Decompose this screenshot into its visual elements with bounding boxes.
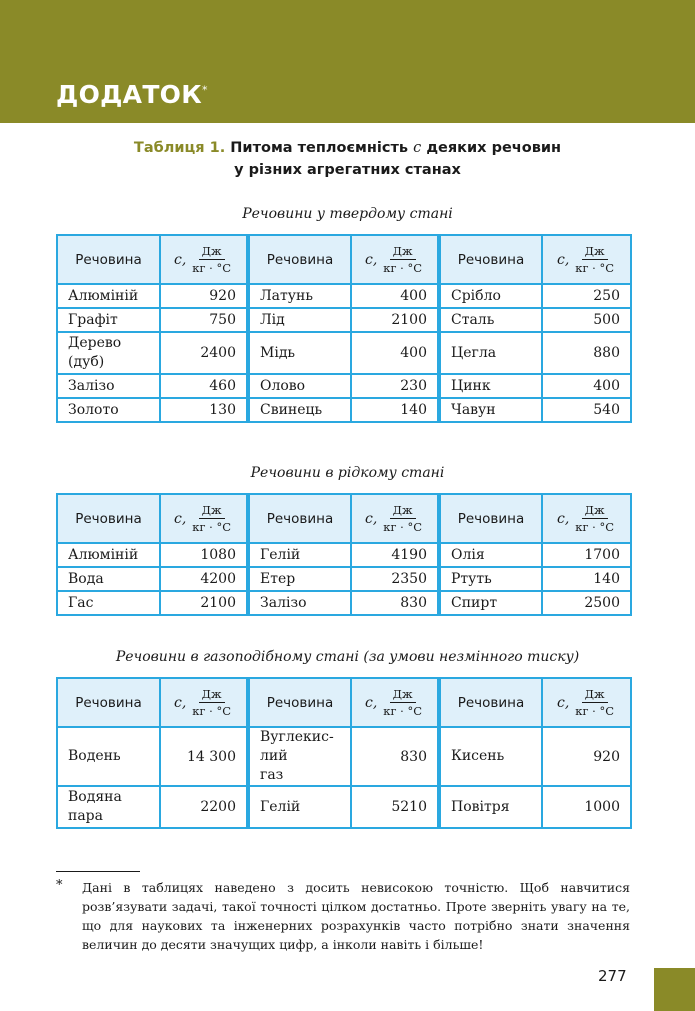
substance-name: Олово xyxy=(248,374,351,398)
column-header-unit xyxy=(351,494,439,543)
specific-heat-value: 400 xyxy=(351,332,439,374)
column-header-substance: Речовина xyxy=(439,678,542,727)
unit-denominator: кг · °С xyxy=(383,261,423,275)
specific-heat-symbol: c, xyxy=(556,251,570,268)
unit-denominator: кг · °С xyxy=(383,520,423,534)
specific-heat-value: 2200 xyxy=(160,786,248,828)
specific-heat-value: 750 xyxy=(160,308,248,332)
substance-name: Цегла xyxy=(439,332,542,374)
specific-heat-value: 920 xyxy=(160,284,248,308)
specific-heat-value: 920 xyxy=(542,727,631,786)
table-row xyxy=(57,591,631,615)
unit-fraction xyxy=(190,503,233,534)
unit-denominator: кг · °С xyxy=(192,704,232,718)
specific-heat-value: 1000 xyxy=(542,786,631,828)
substance-name: Залізо xyxy=(57,374,160,398)
column-header-substance: Речовина xyxy=(439,494,542,543)
specific-heat-value: 540 xyxy=(542,398,631,422)
specific-heat-value: 400 xyxy=(351,284,439,308)
specific-heat-symbol: c, xyxy=(364,251,378,268)
caption-label: Таблиця 1. xyxy=(133,140,226,156)
specific-heat-value: 2100 xyxy=(160,591,248,615)
specific-heat-value: 2100 xyxy=(351,308,439,332)
substance-name: Кисень xyxy=(439,727,542,786)
table-row xyxy=(57,284,631,308)
unit-denominator: кг · °С xyxy=(575,520,615,534)
column-header-unit xyxy=(160,235,248,284)
unit-fraction xyxy=(190,687,233,718)
specific-heat-value: 2350 xyxy=(351,567,439,591)
unit-fraction xyxy=(573,503,616,534)
specific-heat-value: 1080 xyxy=(160,543,248,567)
specific-heat-value: 880 xyxy=(542,332,631,374)
column-header-unit xyxy=(542,235,631,284)
substance-name: Свинець xyxy=(248,398,351,422)
unit-fraction xyxy=(573,244,616,275)
column-header-unit xyxy=(542,678,631,727)
section-title-liquid: Речовини в рідкому стані xyxy=(250,465,445,481)
table-caption: Таблиця 1. Питома теплоємність c деяких речовин у різних агрегатних станах xyxy=(133,140,562,178)
unit-numerator: Дж xyxy=(582,503,608,519)
specific-heat-value: 830 xyxy=(351,727,439,786)
footnote-rule xyxy=(56,871,140,872)
unit-numerator: Дж xyxy=(390,503,416,519)
substance-name: Олія xyxy=(439,543,542,567)
unit-denominator: кг · °С xyxy=(192,261,232,275)
specific-heat-value: 2400 xyxy=(160,332,248,374)
substance-name: Спирт xyxy=(439,591,542,615)
substance-name: Вода xyxy=(57,567,160,591)
substance-name: Графіт xyxy=(57,308,160,332)
column-header-unit xyxy=(351,235,439,284)
substance-name: Повітря xyxy=(439,786,542,828)
unit-fraction xyxy=(190,244,233,275)
unit-numerator: Дж xyxy=(390,244,416,260)
table-row xyxy=(57,543,631,567)
substance-name: Гас xyxy=(57,591,160,615)
table-liquid xyxy=(56,493,632,616)
unit-numerator: Дж xyxy=(199,244,225,260)
table-solid xyxy=(56,234,632,423)
specific-heat-value: 130 xyxy=(160,398,248,422)
page-corner-mark xyxy=(654,968,695,1011)
table-row xyxy=(57,398,631,422)
column-header-substance: Речовина xyxy=(57,494,160,543)
footnote-text: Дані в таблицях наведено з досить невисокою точністю. Щоб навчитися розв’язувати задачі, такої точності цілком достатньо. Проте зверніть увагу на те, що для наукових та інженерних розрахунків часто потрібно знати значення величин до десяти значущих цифр, а інколи навіть і більше! xyxy=(82,880,630,952)
table-row xyxy=(57,332,631,374)
table-gas xyxy=(56,677,632,829)
substance-name: Цинк xyxy=(439,374,542,398)
footnote-mark: * xyxy=(56,878,63,893)
column-header-substance: Речовина xyxy=(57,678,160,727)
unit-fraction xyxy=(381,503,424,534)
specific-heat-symbol: c, xyxy=(173,251,187,268)
specific-heat-value: 460 xyxy=(160,374,248,398)
table-header-row xyxy=(57,494,631,543)
column-header-unit xyxy=(160,678,248,727)
specific-heat-symbol: c, xyxy=(173,510,187,527)
unit-fraction xyxy=(381,687,424,718)
specific-heat-value: 4190 xyxy=(351,543,439,567)
column-header-unit xyxy=(542,494,631,543)
column-header-substance: Речовина xyxy=(439,235,542,284)
unit-denominator: кг · °С xyxy=(575,261,615,275)
unit-numerator: Дж xyxy=(582,244,608,260)
unit-fraction xyxy=(573,687,616,718)
specific-heat-symbol: c, xyxy=(364,510,378,527)
column-header-substance: Речовина xyxy=(57,235,160,284)
substance-name: Алюміній xyxy=(57,284,160,308)
table-row xyxy=(57,374,631,398)
specific-heat-value: 1700 xyxy=(542,543,631,567)
unit-denominator: кг · °С xyxy=(575,704,615,718)
substance-name: Мідь xyxy=(248,332,351,374)
specific-heat-value: 4200 xyxy=(160,567,248,591)
substance-name: Дерево (дуб) xyxy=(57,332,160,374)
column-header-substance: Речовина xyxy=(248,494,351,543)
section-title-gas: Речовини в газоподібному стані (за умови незмінного тиску) xyxy=(115,649,580,665)
substance-name: Срібло xyxy=(439,284,542,308)
substance-name: Алюміній xyxy=(57,543,160,567)
substance-name: Вуглекис- лий газ xyxy=(248,727,351,786)
unit-denominator: кг · °С xyxy=(192,520,232,534)
specific-heat-value: 250 xyxy=(542,284,631,308)
substance-name: Чавун xyxy=(439,398,542,422)
substance-name: Залізо xyxy=(248,591,351,615)
specific-heat-symbol: c, xyxy=(556,510,570,527)
specific-heat-symbol: c, xyxy=(556,694,570,711)
table-row xyxy=(57,727,631,786)
specific-heat-value: 500 xyxy=(542,308,631,332)
unit-numerator: Дж xyxy=(390,687,416,703)
chapter-title: ДОДАТОК* xyxy=(56,80,208,109)
column-header-unit xyxy=(160,494,248,543)
table-header-row xyxy=(57,678,631,727)
substance-name: Золото xyxy=(57,398,160,422)
substance-name: Сталь xyxy=(439,308,542,332)
unit-numerator: Дж xyxy=(199,503,225,519)
substance-name: Ртуть xyxy=(439,567,542,591)
table-row xyxy=(57,308,631,332)
specific-heat-symbol: c, xyxy=(364,694,378,711)
table-header-row xyxy=(57,235,631,284)
specific-heat-symbol: c, xyxy=(173,694,187,711)
table-row xyxy=(57,567,631,591)
specific-heat-value: 14 300 xyxy=(160,727,248,786)
table-row xyxy=(57,786,631,828)
specific-heat-value: 230 xyxy=(351,374,439,398)
unit-denominator: кг · °С xyxy=(383,704,423,718)
specific-heat-value: 140 xyxy=(542,567,631,591)
specific-heat-value: 830 xyxy=(351,591,439,615)
column-header-substance: Речовина xyxy=(248,235,351,284)
substance-name: Лід xyxy=(248,308,351,332)
specific-heat-value: 140 xyxy=(351,398,439,422)
specific-heat-value: 2500 xyxy=(542,591,631,615)
specific-heat-value: 5210 xyxy=(351,786,439,828)
substance-name: Латунь xyxy=(248,284,351,308)
substance-name: Гелій xyxy=(248,786,351,828)
unit-fraction xyxy=(381,244,424,275)
column-header-unit xyxy=(351,678,439,727)
section-title-solid: Речовини у твердому стані xyxy=(242,206,453,222)
unit-numerator: Дж xyxy=(199,687,225,703)
unit-numerator: Дж xyxy=(582,687,608,703)
page-number: 277 xyxy=(598,967,627,985)
substance-name: Етер xyxy=(248,567,351,591)
column-header-substance: Речовина xyxy=(248,678,351,727)
substance-name: Гелій xyxy=(248,543,351,567)
specific-heat-value: 400 xyxy=(542,374,631,398)
chapter-header-bar xyxy=(0,0,695,123)
substance-name: Водень xyxy=(57,727,160,786)
substance-name: Водяна пара xyxy=(57,786,160,828)
